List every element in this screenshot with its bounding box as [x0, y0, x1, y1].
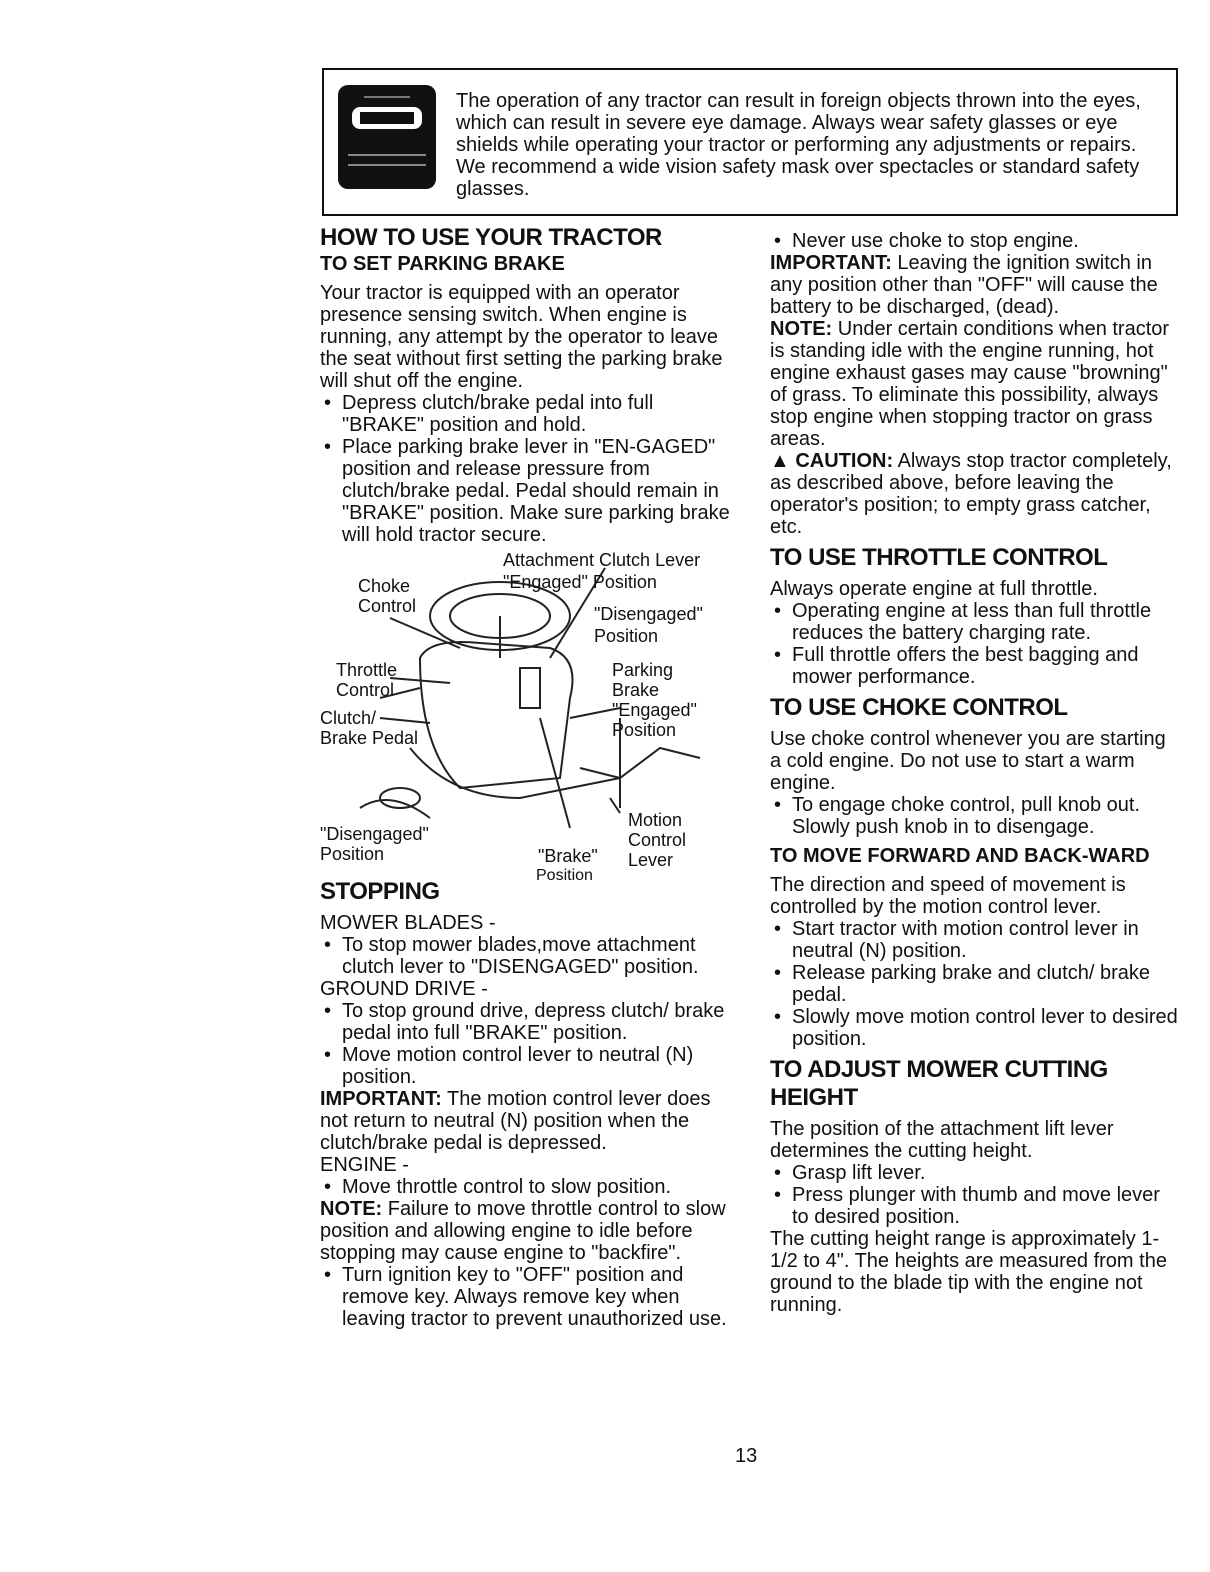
- important-label: IMPORTANT:: [320, 1088, 442, 1110]
- choke-control-label: Control: [358, 596, 417, 616]
- page-number: 13: [735, 1445, 758, 1467]
- height-bullets: [770, 1162, 1180, 1228]
- choke-warning-bullets: [770, 230, 1180, 252]
- mower-bullets: [320, 934, 730, 978]
- caution-note: [770, 450, 1180, 538]
- list-item: • Full throttle offers the best bagging and mower performance.: [770, 644, 1180, 688]
- important-text: The motion control lever does not return to neutral (N) position when the clutch/brake pedal is depressed.: [320, 1088, 711, 1154]
- list-item: • To engage choke control, pull knob out. Slowly push knob in to disengage.: [770, 794, 1180, 838]
- list-item: • Operating engine at less than full throttle reduces the battery charging rate.: [770, 600, 1180, 644]
- list-item: • Move motion control lever to neutral (N) position.: [320, 1044, 730, 1088]
- list-item: • Move throttle control to slow position.: [320, 1176, 730, 1198]
- motion-label: Motion: [628, 810, 683, 830]
- important-label: IMPORTANT:: [770, 252, 892, 274]
- safety-glasses-icon: [338, 85, 436, 189]
- brake-position-label-2: Position: [536, 867, 593, 884]
- throttle-bullets: [770, 600, 1180, 688]
- parking-label: Parking: [612, 660, 674, 680]
- list-item: • Press plunger with thumb and move lever to desired position.: [770, 1184, 1180, 1228]
- engine-label: ENGINE -: [320, 1154, 409, 1176]
- choke-heading: TO USE CHOKE CONTROL: [770, 694, 1068, 721]
- list-item: • Release parking brake and clutch/ brake pedal.: [770, 962, 1180, 1006]
- parking-brake-heading: TO SET PARKING BRAKE: [320, 253, 565, 275]
- list-item: • Depress clutch/brake pedal into full "BRAKE" position and hold.: [320, 392, 730, 436]
- warning-text: The operation of any tractor can result in foreign objects thrown into the eyes, which can result in severe eye damage. Always wear safety glasses or eye shields while operating your tractor or performing any adjustments or repairs. We recommend a wide vision safety mask over spectacles or standard safety glasses.: [456, 90, 1141, 200]
- important-text: Leaving the ignition switch in any position other than "OFF" will cause the battery to be discharged, (dead).: [770, 252, 1158, 318]
- engine-bullets-2: [320, 1264, 730, 1330]
- parking-intro: Your tractor is equipped with an operator presence sensing switch. When engine is running, any attempt by the operator to leave the seat without first setting the parking brake will shut off the engine.: [320, 282, 723, 392]
- note-label: NOTE:: [770, 318, 833, 340]
- stopping-heading: STOPPING: [320, 878, 440, 905]
- clutch-label: Clutch/: [320, 708, 377, 728]
- important-note: [320, 1088, 730, 1154]
- throttle-label: Throttle: [336, 660, 398, 680]
- ignition-important: [770, 252, 1180, 318]
- disengaged-position-label: Position: [594, 626, 659, 646]
- caution-triangle-icon: ▲: [770, 450, 796, 472]
- caution-text: Always stop tractor completely, as described above, before leaving the operator's position; to empty grass catcher, etc.: [770, 450, 1172, 538]
- engine-bullets: [320, 1176, 730, 1198]
- cutting-height-heading: TO ADJUST MOWER CUTTING HEIGHT: [770, 1056, 1108, 1111]
- disengaged-pedal-position-label: Position: [320, 844, 385, 864]
- brake-label: Brake: [612, 680, 660, 700]
- height-intro: The position of the attachment lift lever determines the cutting height.: [770, 1118, 1114, 1162]
- motion-lever-label: Lever: [628, 850, 674, 870]
- list-item: • Turn ignition key to "OFF" position and remove key. Always remove key when leaving tractor to prevent unauthorized use.: [320, 1264, 730, 1330]
- browning-note: [770, 318, 1180, 450]
- disengaged-pedal-label: "Disengaged": [320, 824, 429, 844]
- attachment-clutch-label: Attachment Clutch Lever: [503, 550, 701, 570]
- parking-bullets: [320, 392, 730, 546]
- list-item: • To stop ground drive, depress clutch/ brake pedal into full "BRAKE" position.: [320, 1000, 730, 1044]
- move-bullets: [770, 918, 1180, 1050]
- left-column: [320, 224, 730, 1330]
- choke-intro: Use choke control whenever you are starting a cold engine. Do not use to start a warm engine.: [770, 728, 1166, 794]
- disengaged-label: "Disengaged": [594, 604, 703, 624]
- ground-bullets: [320, 1000, 730, 1088]
- move-intro: The direction and speed of movement is controlled by the motion control lever.: [770, 874, 1126, 918]
- caution-label: CAUTION:: [795, 450, 894, 472]
- throttle-intro: Always operate engine at full throttle.: [770, 578, 1098, 600]
- choke-bullets: [770, 794, 1180, 838]
- right-column: [770, 230, 1180, 1316]
- note-label: NOTE:: [320, 1198, 383, 1220]
- choke-label: Choke: [358, 576, 411, 596]
- engaged-position-label: "Engaged" Position: [503, 572, 657, 592]
- list-item: • Never use choke to stop engine.: [770, 230, 1180, 252]
- brake-position-label: "Brake": [538, 846, 598, 866]
- list-item: • Grasp lift lever.: [770, 1162, 1180, 1184]
- note-text: Failure to move throttle control to slow position and allowing engine to idle before stopping may cause engine to "backfire".: [320, 1198, 726, 1264]
- safety-warning-box: [322, 68, 1178, 216]
- motion-control-label: Control: [628, 830, 687, 850]
- move-heading: TO MOVE FORWARD AND BACK-WARD: [770, 845, 1150, 867]
- ground-drive-label: GROUND DRIVE -: [320, 978, 488, 1000]
- list-item: • Slowly move motion control lever to desired position.: [770, 1006, 1180, 1050]
- tractor-controls-diagram: [320, 548, 720, 884]
- engaged-position-label-2: Position: [612, 720, 677, 740]
- list-item: • To stop mower blades,move attachment clutch lever to "DISENGAGED" position.: [320, 934, 730, 978]
- note-text: Under certain conditions when tractor is standing idle with the engine running, hot engine exhaust gases may cause "browning" of grass. To eliminate this possibility, always stop engine when stopping tractor on grass areas.: [770, 318, 1170, 450]
- height-outro: The cutting height range is approximately 1-1/2 to 4". The heights are measured from the ground to the blade tip with the engine not running.: [770, 1228, 1167, 1316]
- brake-pedal-label: Brake Pedal: [320, 728, 419, 748]
- mower-blades-label: MOWER BLADES -: [320, 912, 496, 934]
- engine-note: [320, 1198, 730, 1264]
- list-item: • Start tractor with motion control lever in neutral (N) position.: [770, 918, 1180, 962]
- throttle-control-label: Control: [336, 680, 395, 700]
- engaged-label: "Engaged": [612, 700, 697, 720]
- section-title: HOW TO USE YOUR TRACTOR: [320, 224, 662, 251]
- list-item: • Place parking brake lever in "EN-GAGED" position and release pressure from clutch/brake pedal. Pedal should remain in "BRAKE" position. Make sure parking brake will hold tractor secure.: [320, 436, 730, 546]
- throttle-heading: TO USE THROTTLE CONTROL: [770, 544, 1108, 571]
